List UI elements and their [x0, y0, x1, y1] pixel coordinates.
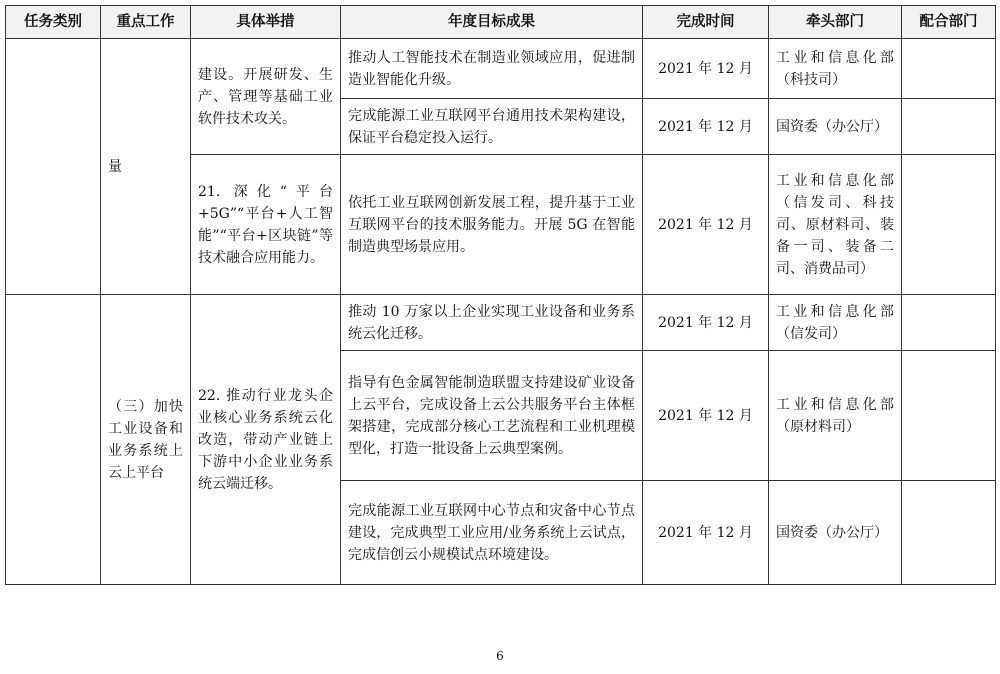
measure-cell-21: 21. 深化“平台+5G”“平台+人工智能”“平台+区块链”等技术融合应用能力。	[191, 155, 341, 295]
supporting-department-cell	[902, 295, 996, 351]
deadline-cell: 2021 年 12 月	[643, 99, 769, 155]
header-supporting-department: 配合部门	[902, 6, 996, 39]
lead-department-cell: 国资委（办公厅）	[769, 99, 902, 155]
goal-cell: 推动人工智能技术在制造业领域应用，促进制造业智能化升级。	[341, 39, 643, 99]
goal-cell: 指导有色金属智能制造联盟支持建设矿业设备上云平台，完成设备上云公共服务平台主体框架搭建，完成部分核心工艺流程和工业机理模型化，打造一批设备上云典型案例。	[341, 351, 643, 481]
goal-cell: 完成能源工业互联网平台通用技术架构建设，保证平台稳定投入运行。	[341, 99, 643, 155]
header-measures: 具体举措	[191, 6, 341, 39]
lead-department-cell: 工业和信息化部（科技司）	[769, 39, 902, 99]
measure-cell-22: 22. 推动行业龙头企业核心业务系统云化改造，带动产业链上下游中小企业业务系统云端迁移。	[191, 295, 341, 585]
supporting-department-cell	[902, 99, 996, 155]
header-deadline: 完成时间	[643, 6, 769, 39]
work-plan-table	[5, 5, 996, 585]
header-task-category: 任务类别	[6, 6, 101, 39]
deadline-cell: 2021 年 12 月	[643, 351, 769, 481]
key-work-cell-3: （三）加快工业设备和业务系统上云上平台	[101, 295, 191, 585]
page-number: 6	[496, 649, 504, 663]
goal-cell: 完成能源工业互联网中心节点和灾备中心节点建设，完成典型工业应用/业务系统上云试点，完成信创云小规模试点环境建设。	[341, 481, 643, 585]
deadline-cell: 2021 年 12 月	[643, 295, 769, 351]
deadline-cell: 2021 年 12 月	[643, 481, 769, 585]
goal-cell: 依托工业互联网创新发展工程，提升基于工业互联网平台的技术服务能力。开展 5G 在智能制造典型场景应用。	[341, 155, 643, 295]
task-category-cell-continued	[6, 39, 101, 295]
key-work-cell-continued: 量	[101, 39, 191, 295]
table-row	[6, 295, 996, 351]
measure-cell-continued: 建设。开展研发、生产、管理等基础工业软件技术攻关。	[191, 39, 341, 155]
lead-department-cell: 国资委（办公厅）	[769, 481, 902, 585]
goal-cell: 推动 10 万家以上企业实现工业设备和业务系统云化迁移。	[341, 295, 643, 351]
lead-department-cell: 工业和信息化部（信发司、科技司、原材料司、装备一司、装备二司、消费品司）	[769, 155, 902, 295]
header-key-work: 重点工作	[101, 6, 191, 39]
supporting-department-cell	[902, 481, 996, 585]
supporting-department-cell	[902, 351, 996, 481]
deadline-cell: 2021 年 12 月	[643, 39, 769, 99]
deadline-cell: 2021 年 12 月	[643, 155, 769, 295]
header-annual-goals: 年度目标成果	[341, 6, 643, 39]
supporting-department-cell	[902, 39, 996, 99]
task-category-cell-continued-2	[6, 295, 101, 585]
header-lead-department: 牵头部门	[769, 6, 902, 39]
supporting-department-cell	[902, 155, 996, 295]
table-row	[6, 39, 996, 99]
header-row	[6, 6, 996, 39]
lead-department-cell: 工业和信息化部（信发司）	[769, 295, 902, 351]
lead-department-cell: 工业和信息化部（原材料司）	[769, 351, 902, 481]
